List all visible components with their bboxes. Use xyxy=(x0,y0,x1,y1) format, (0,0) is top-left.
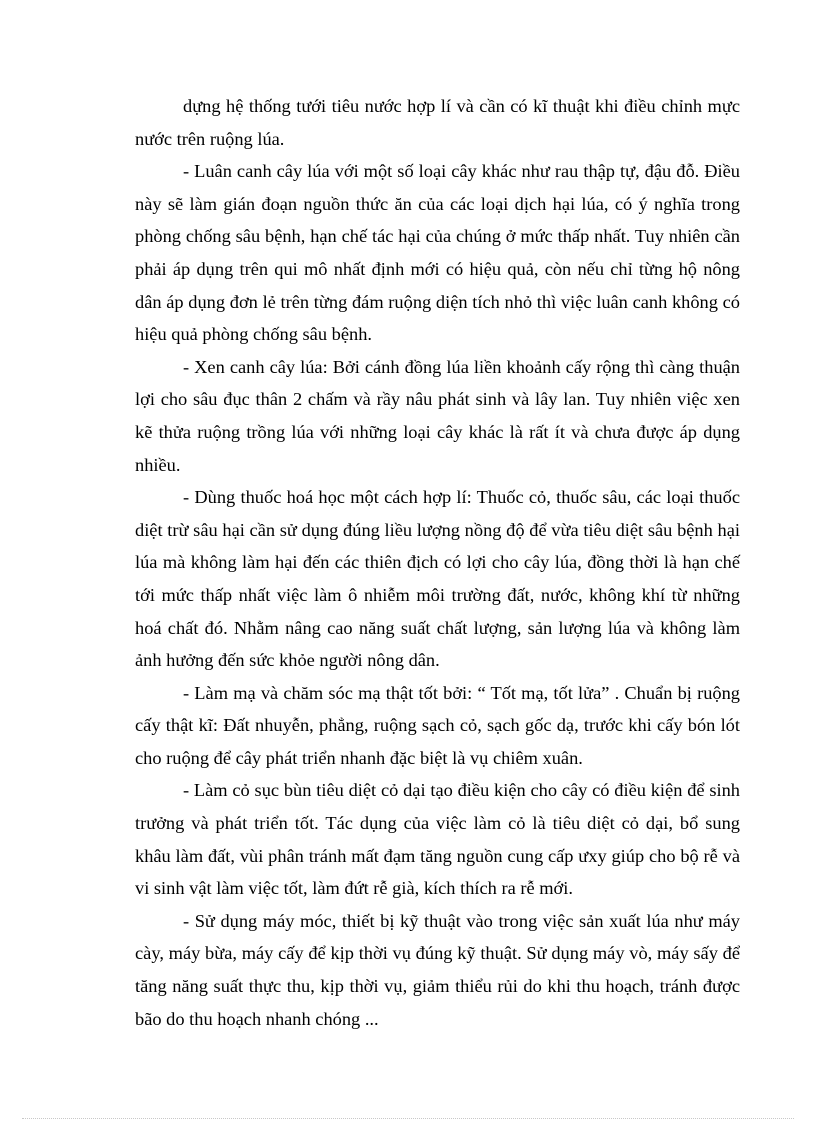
footer-divider xyxy=(22,1118,794,1119)
paragraph-irrigation-continuation: dựng hệ thống tưới tiêu nước hợp lí và cần có kĩ thuật khi điều chỉnh mực nước trên ruộng lúa. xyxy=(135,96,740,149)
document-body xyxy=(135,90,740,1035)
paragraph-weeding: - Làm cỏ sục bùn tiêu diệt cỏ dại tạo điều kiện cho cây có điều kiện để sinh trưởng và phát triển tốt. Tác dụng của việc làm cỏ là tiêu diệt cỏ dại, bổ sung khâu làm đất, vùi phân tránh mất đạm tăng nguồn cung cấp ưxy giúp cho bộ rễ và vi sinh vật làm việc tốt, làm đứt rễ già, kích thích ra rễ mới. xyxy=(135,780,740,899)
paragraph-crop-rotation: - Luân canh cây lúa với một số loại cây khác như rau thập tự, đậu đỗ. Điều này sẽ làm gián đoạn nguồn thức ăn của các loại dịch hại lúa, có ý nghĩa trong phòng chống sâu bệnh, hạn chế tác hại của chúng ở mức thấp nhất. Tuy nhiên cần phải áp dụng trên qui mô nhất định mới có hiệu quả, còn nếu chỉ từng hộ nông dân áp dụng đơn lẻ trên từng đám ruộng diện tích nhỏ thì việc luân canh không có hiệu quả phòng chống sâu bệnh. xyxy=(135,161,740,345)
paragraph-mechanization: - Sử dụng máy móc, thiết bị kỹ thuật vào trong việc sản xuất lúa như máy cày, máy bừa, máy cấy để kịp thời vụ đúng kỹ thuật. Sử dụng máy vò, máy sấy để tăng năng suất thực thu, kịp thời vụ, giảm thiểu rủi do khi thu hoạch, tránh được bão do thu hoạch nhanh chóng ... xyxy=(135,910,740,1029)
paragraph-chemical-use: - Dùng thuốc hoá học một cách hợp lí: Thuốc cỏ, thuốc sâu, các loại thuốc diệt trừ sâu hại cần sử dụng đúng liều lượng nồng độ để vừa tiêu diệt sâu bệnh hại lúa mà không làm hại đến các thiên địch có lợi cho cây lúa, đồng thời là hạn chế tới mức thấp nhất việc làm ô nhiễm môi trường đất, nước, không khí từ những hoá chất đó. Nhằm nâng cao năng suất chất lượng, sản lượng lúa và không làm ảnh hưởng đến sức khỏe người nông dân. xyxy=(135,487,740,671)
paragraph-intercropping: - Xen canh cây lúa: Bởi cánh đồng lúa liền khoảnh cấy rộng thì càng thuận lợi cho sâu đục thân 2 chấm và rầy nâu phát sinh và lây lan. Tuy nhiên việc xen kẽ thửa ruộng trồng lúa với những loại cây khác là rất ít và chưa được áp dụng nhiều. xyxy=(135,356,740,475)
paragraph-seedling-care: - Làm mạ và chăm sóc mạ thật tốt bởi: “ Tốt mạ, tốt lửa” . Chuẩn bị ruộng cấy thật kĩ: Đất nhuyễn, phẳng, ruộng sạch cỏ, sạch gốc dạ, trước khi cấy bón lót cho ruộng để cây phát triển nhanh đặc biệt là vụ chiêm xuân. xyxy=(135,682,740,768)
